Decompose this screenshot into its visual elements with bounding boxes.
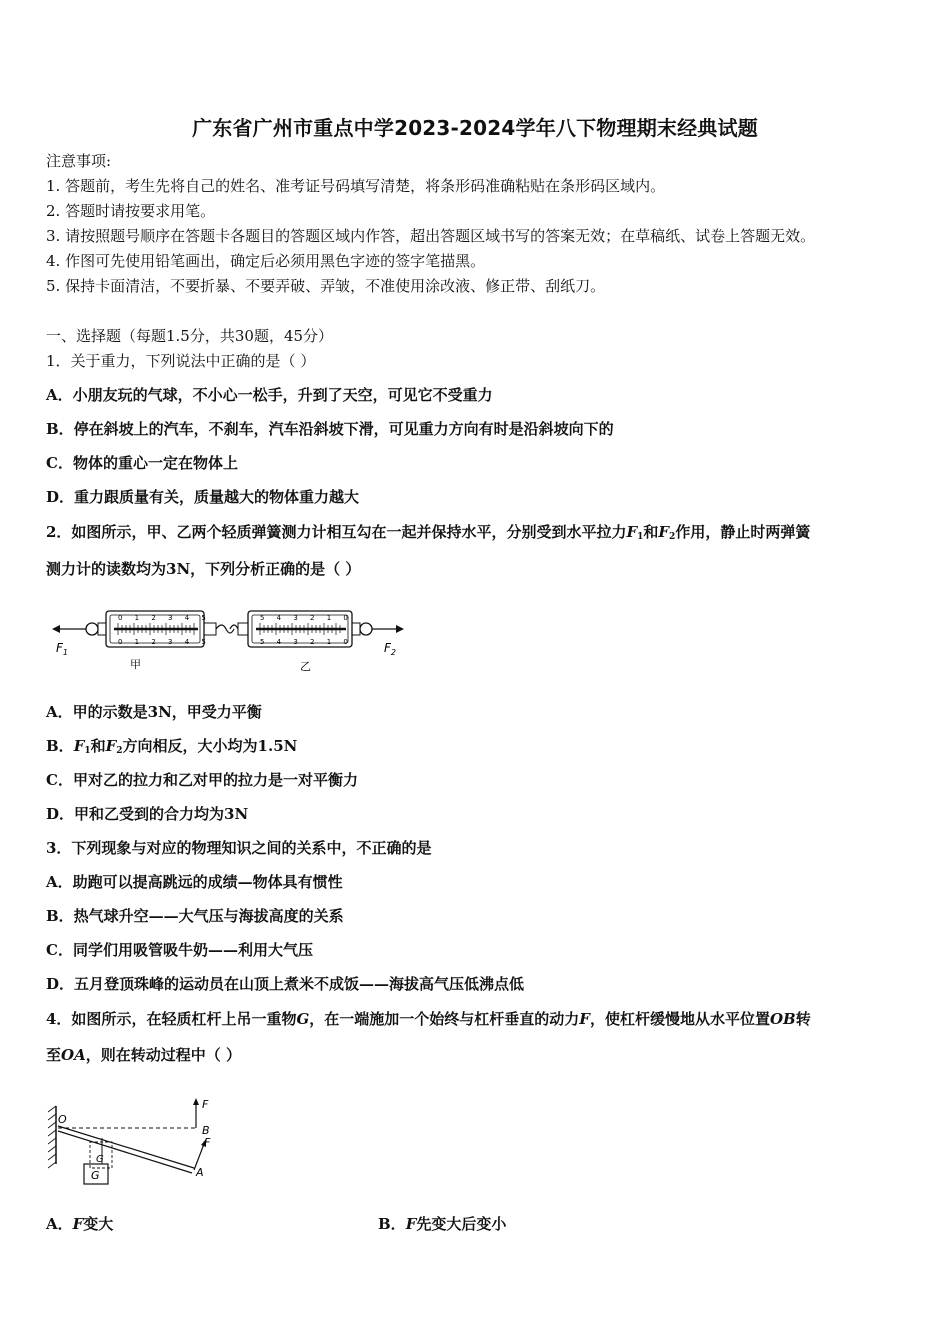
fig-label-jia: 甲 — [130, 658, 141, 671]
q3-option-a: A．助跑可以提高跳远的成绩—物体具有惯性 — [46, 873, 343, 891]
q2-stem-text-a: 2．如图所示，甲、乙两个轻质弹簧测力计相互勾在一起并保持水平，分别受到水平拉力 — [46, 523, 627, 541]
scale-jia-bottom: 0 1 2 3 4 5 — [118, 638, 211, 646]
q3-stem: 3．下列现象与对应的物理知识之间的关系中，不正确的是 — [46, 839, 432, 857]
q2-option-c: C．甲对乙的拉力和乙对甲的拉力是一对平衡力 — [46, 771, 358, 789]
fig-label-a: A — [196, 1166, 204, 1179]
q2-option-a: A．甲的示数是3N，甲受力平衡 — [46, 703, 262, 721]
q4-a-f: F — [72, 1215, 84, 1233]
fig-label-b: B — [202, 1124, 210, 1137]
notice-item: 3. 请按照题号顺序在答题卡各题目的答题区域内作答，超出答题区域书写的答案无效；在草稿纸、试卷上答题无效。 — [46, 227, 816, 245]
q4-oa: OA — [61, 1046, 86, 1064]
q2-b-f2-sub: 2 — [116, 746, 123, 756]
q2-f1-sub: 1 — [637, 532, 644, 542]
notice-item: 4. 作图可先使用铅笔画出，确定后必须用黑色字迹的签字笔描黑。 — [46, 252, 486, 270]
q3-option-c: C．同学们用吸管吸牛奶——利用大气压 — [46, 941, 313, 959]
q4-a-prefix: A． — [46, 1215, 73, 1233]
page-title: 广东省广州市重点中学2023-2024学年八下物理期末经典试题 — [192, 116, 758, 140]
q4-stem-part: ，在一端施加一个始终与杠杆垂直的动力 — [309, 1010, 580, 1028]
q2-and: 和 — [643, 523, 659, 541]
scale-jia-top: 0 1 2 3 4 5 — [118, 614, 211, 622]
fig-label-f2: $F_2$ — [384, 641, 396, 657]
q3-option-b: B．热气球升空——大气压与海拔高度的关系 — [46, 907, 344, 925]
q4-b-f: F — [405, 1215, 417, 1233]
q2-stem-line1 — [46, 522, 810, 547]
spring-scale-figure — [48, 604, 408, 676]
fig-label-o: O — [58, 1113, 67, 1126]
fig-label-f-top: F — [202, 1098, 209, 1111]
q2-b-f1: F — [73, 737, 85, 755]
q2-stem-line2: 测力计的读数均为3N，下列分析正确的是（ ） — [46, 560, 361, 578]
q4-stem-part: 转 — [795, 1010, 811, 1028]
q2-b-and: 和 — [90, 737, 106, 755]
q2-f2-sub: 2 — [669, 532, 676, 542]
fig-label-f1: $F_1$ — [56, 641, 68, 657]
q4-stem-part: ，使杠杆缓慢地从水平位置 — [589, 1010, 770, 1028]
notice-item: 2. 答题时请按要求用笔。 — [46, 202, 216, 220]
q1-option-c: C．物体的重心一定在物体上 — [46, 454, 238, 472]
q4-stem-line1 — [46, 1009, 811, 1029]
fig-label-yi: 乙 — [300, 660, 311, 673]
lever-figure — [44, 1094, 224, 1190]
q4-option-b — [378, 1214, 506, 1234]
fig-label-f-side: F — [204, 1136, 211, 1149]
q2-stem-text-b: 作用，静止时两弹簧 — [675, 523, 811, 541]
q2-f1: F — [626, 523, 638, 541]
q1-option-d: D．重力跟质量有关，质量越大的物体重力越大 — [46, 488, 360, 506]
q2-f2: F — [658, 523, 670, 541]
q4-f: F — [579, 1010, 590, 1028]
q2-b-prefix: B． — [46, 737, 74, 755]
q4-g: G — [296, 1010, 310, 1028]
q4-stem-part: 至 — [46, 1046, 62, 1064]
q4-a-rest: 变大 — [83, 1215, 114, 1233]
notice-item: 1. 答题前，考生先将自己的姓名、准考证号码填写清楚，将条形码准确粘贴在条形码区域内。 — [46, 177, 666, 195]
q4-ob: OB — [769, 1010, 796, 1028]
q3-option-d: D．五月登顶珠峰的运动员在山顶上煮米不成饭——海拔高气压低沸点低 — [46, 975, 525, 993]
q2-option-d: D．甲和乙受到的合力均为3N — [46, 805, 249, 823]
notice-item: 5. 保持卡面清洁，不要折暴、不要弄破、弄皱，不准使用涂改液、修正带、刮纸刀。 — [46, 277, 606, 295]
q1-option-a: A．小朋友玩的气球，不小心一松手，升到了天空，可见它不受重力 — [46, 386, 493, 404]
q4-option-a — [46, 1214, 113, 1234]
q2-option-b — [46, 736, 297, 761]
q4-b-rest: 先变大后变小 — [416, 1215, 507, 1233]
q4-stem-part: 4．如图所示，在轻质杠杆上吊一重物 — [46, 1010, 297, 1028]
scale-yi-top: 5 4 3 2 1 0 — [260, 614, 353, 622]
q1-option-b: B．停在斜坡上的汽车，不刹车，汽车沿斜坡下滑，可见重力方向有时是沿斜坡向下的 — [46, 420, 614, 438]
scale-yi-bottom: 5 4 3 2 1 0 — [260, 638, 353, 646]
q4-stem-part: ，则在转动过程中（ ） — [85, 1046, 241, 1064]
q4-stem-line2 — [46, 1045, 241, 1065]
q2-b-rest: 方向相反，大小均为1.5N — [122, 737, 298, 755]
q1-stem: 1．关于重力，下列说法中正确的是（ ） — [46, 352, 316, 370]
q2-b-f2: F — [105, 737, 117, 755]
q2-b-f1-sub: 1 — [84, 746, 91, 756]
fig-label-g-upper: G — [96, 1154, 104, 1165]
section-heading: 一、选择题（每题1.5分，共30题，45分） — [46, 327, 334, 345]
q4-b-prefix: B． — [378, 1215, 406, 1233]
fig-label-g-box: G — [91, 1169, 100, 1182]
notice-heading: 注意事项: — [46, 152, 112, 170]
